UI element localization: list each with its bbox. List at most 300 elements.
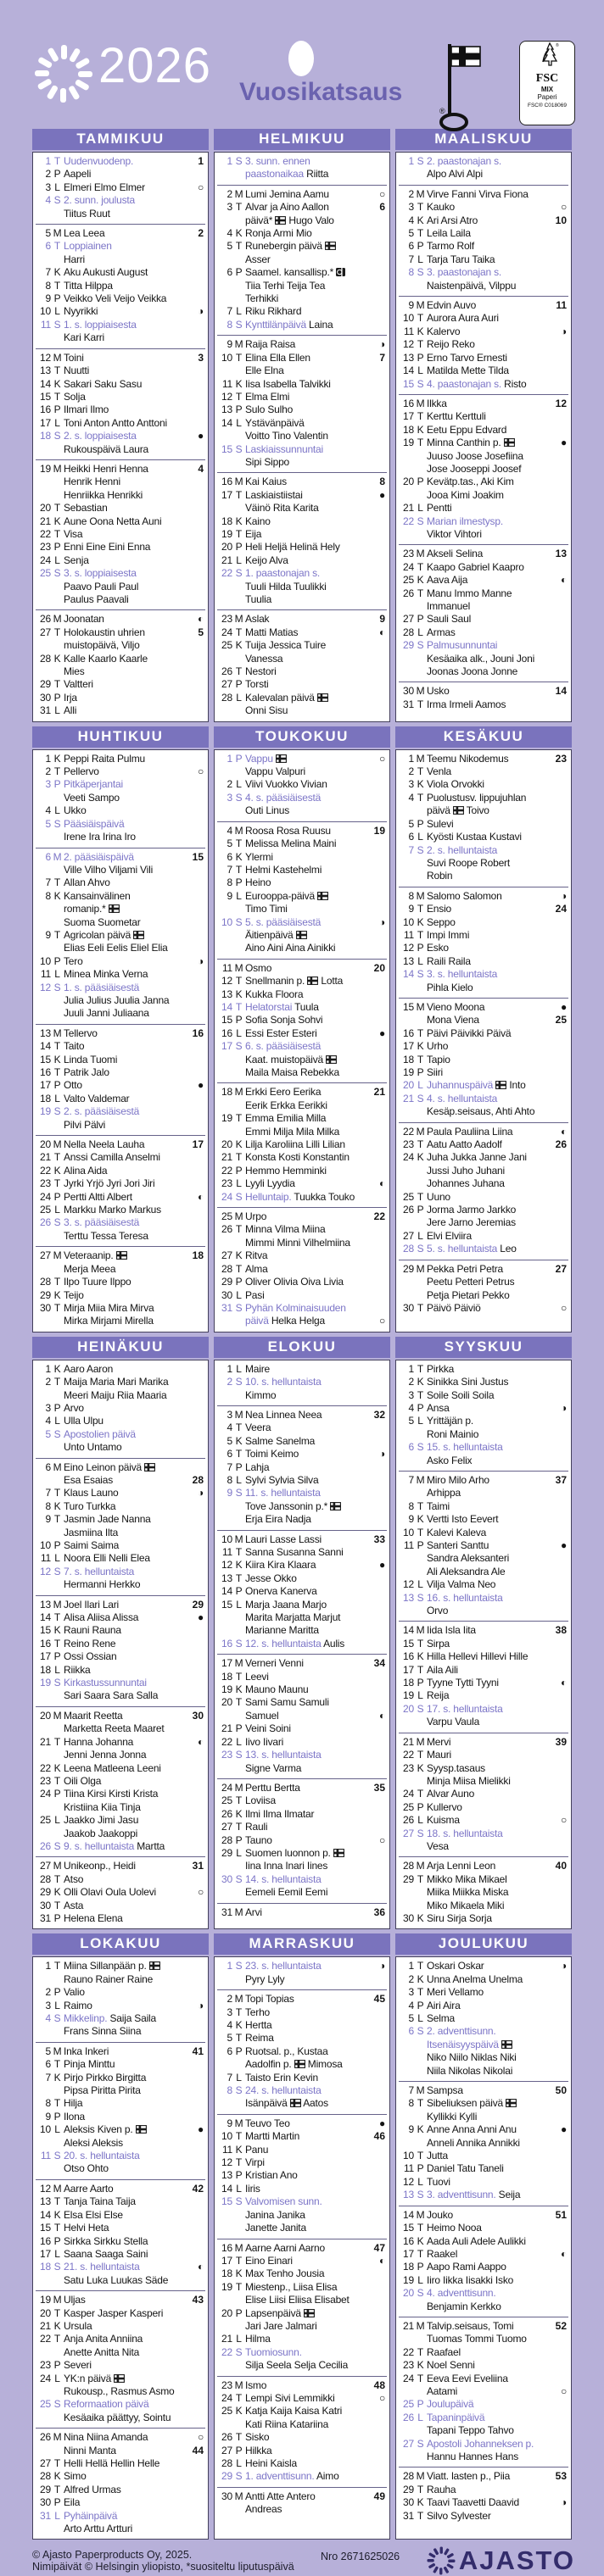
day-row (218, 2445, 386, 2457)
day-names (245, 476, 386, 488)
day-names (64, 1249, 204, 1276)
day-names (245, 319, 386, 331)
week-group (399, 2081, 568, 2206)
day-line: Markku Marko Markus (64, 1204, 161, 1216)
day-row (36, 2294, 204, 2306)
day-row (400, 227, 568, 240)
day-line: Pinja Minttu (64, 2058, 115, 2071)
day-names (245, 864, 386, 876)
day-line: Maila Maisa Rebekka (245, 1066, 339, 1078)
day-line: Irja (64, 691, 77, 704)
day-names (245, 1736, 386, 1749)
day-number: 28 (40, 2470, 51, 2483)
day-row (400, 299, 568, 312)
weekday-letter: L (236, 1362, 242, 1375)
finnish-flag-icon (304, 2307, 315, 2319)
months-band-q4 (32, 1933, 572, 2540)
day-row (218, 1906, 386, 1919)
finnish-flag-icon (504, 437, 515, 448)
day-number: 14 (403, 968, 414, 981)
holiday-text: 12. s. helluntaista (245, 1637, 322, 1650)
day-names (64, 194, 204, 220)
day-names (64, 1376, 204, 1402)
day-line: Rukouspäivä Laura (64, 442, 149, 455)
weekday-letter: P (53, 2234, 61, 2247)
day-number: 19 (221, 1683, 232, 1696)
day-line (427, 2039, 568, 2051)
day-line: Mimmi Minni Vilhelmiina (245, 1236, 350, 1249)
month-days (395, 152, 572, 722)
day-number: 12 (221, 390, 232, 403)
day-names (427, 890, 568, 903)
weekday-letter: T (235, 975, 243, 988)
day-row (36, 1552, 204, 1565)
day-line: Sofia Sonja Sohvi (245, 1014, 323, 1027)
day-row (218, 2183, 386, 2195)
day-names (64, 678, 204, 691)
day-names (64, 364, 204, 377)
day-line: Sanna Susanna Sanni (245, 1546, 344, 1558)
weekday-letter: K (53, 515, 61, 527)
day-names (427, 312, 568, 325)
day-line: Janina Janika (245, 2208, 305, 2221)
weekday-letter: K (417, 1151, 424, 1164)
day-number: 9 (408, 1513, 414, 1526)
day-row (218, 678, 386, 691)
weekday-letter: L (417, 626, 423, 638)
day-line: Rukousp., Rasmus Asmo (64, 2384, 175, 2397)
day-row (400, 2000, 568, 2012)
weekday-letter: T (53, 678, 61, 691)
week-group (36, 2428, 205, 2539)
day-line: Titta Hilppa (64, 279, 113, 292)
day-row (36, 1402, 204, 1415)
day-row (400, 1027, 568, 1040)
day-names (245, 2392, 386, 2405)
day-line: Kalervo ◑ (427, 325, 567, 337)
day-number: 1 (226, 155, 232, 167)
day-names (245, 1263, 386, 1276)
day-line: Osmo 20 (245, 961, 385, 974)
day-names (427, 2176, 568, 2189)
week-number: 34 (373, 1657, 385, 1670)
day-row (36, 305, 204, 318)
day-line: Paavo Pauli Paul (64, 580, 139, 593)
day-line: Henrik Henni (64, 476, 120, 488)
day-names (64, 2150, 204, 2176)
day-number: 21 (40, 2319, 51, 2332)
moon-phase-n: ● (378, 1559, 385, 1572)
day-names (64, 1912, 204, 1925)
moon-phase-n: ● (197, 1079, 204, 1092)
day-names (245, 2156, 386, 2169)
day-line: Vertti Isto Eevert (427, 1513, 499, 1526)
day-number: 29 (221, 1276, 232, 1288)
weekday-letter: S (417, 639, 424, 652)
weekday-letter: T (235, 2156, 243, 2169)
day-names (245, 1435, 386, 1448)
day-number: 6 (226, 1448, 232, 1460)
day-names (245, 2006, 386, 2019)
weekday-letter: S (53, 1427, 61, 1440)
day-row (36, 2261, 204, 2287)
day-number: 9 (45, 2110, 51, 2123)
day-row (36, 319, 204, 345)
day-number: 12 (40, 981, 51, 993)
day-line: Pasi (245, 1288, 265, 1301)
day-number: 16 (40, 2234, 51, 2247)
day-line: Alvar ja Aino Aallon 6 (245, 201, 385, 214)
week-group (36, 848, 205, 1024)
copyright-text: © Ajasto Paperproducts Oy, 2025. (32, 2549, 193, 2562)
weekday-letter: T (53, 2457, 61, 2469)
day-names (245, 155, 386, 181)
day-names (427, 155, 568, 181)
day-line: Unikeonp., Heidi 31 (64, 1860, 204, 1872)
day-line: Minja Miisa Mielikki (427, 1774, 511, 1787)
day-row (400, 1402, 568, 1415)
day-line: Tanja Taina Taija (64, 2195, 136, 2208)
moon-phase-n: ● (560, 1539, 567, 1551)
day-row (36, 1276, 204, 1288)
day-number: 20 (403, 2287, 414, 2300)
day-number: 10 (40, 1539, 51, 1551)
month-days (214, 1360, 390, 1930)
weekday-letter: P (53, 541, 61, 554)
day-line: Antti Atte Antero 49 (245, 2490, 385, 2502)
day-row (218, 2045, 386, 2072)
day-line: Nyyrikki ◑ (64, 305, 204, 318)
day-names (427, 1973, 568, 1986)
holiday-text: 6. s. pääsiäisestä (245, 1040, 322, 1053)
day-line: Ronja Armi Mio (245, 227, 312, 240)
day-names (64, 1775, 204, 1788)
day-row (218, 2084, 386, 2111)
day-names (245, 2183, 386, 2195)
day-line: Sebastian (64, 502, 108, 515)
day-names (427, 2261, 568, 2273)
week-group (36, 348, 205, 459)
day-line: Pentti (427, 502, 452, 515)
day-number: 17 (221, 2254, 232, 2267)
day-line (245, 1487, 386, 1499)
day-names (245, 515, 386, 528)
weekday-letter: T (417, 1663, 424, 1676)
day-row (36, 1638, 204, 1650)
day-number: 13 (40, 1027, 51, 1039)
holiday-text: 2. paastonajan s. (427, 155, 502, 167)
day-row (36, 417, 204, 430)
day-row (36, 2072, 204, 2098)
finnish-flag-icon (114, 2373, 125, 2384)
day-number: 10 (403, 915, 414, 928)
day-row (36, 292, 204, 305)
day-row (218, 2072, 386, 2084)
day-number: 23 (40, 1177, 51, 1190)
day-number: 21 (403, 2319, 414, 2332)
day-number: 30 (40, 1899, 51, 1911)
day-number: 14 (40, 377, 51, 390)
holiday-text: 14. s. helluntaista (245, 1872, 322, 1885)
week-group (217, 959, 387, 1083)
day-names (64, 567, 204, 606)
day-number: 15 (40, 1624, 51, 1637)
day-number: 20 (221, 1138, 232, 1151)
day-row (400, 1054, 568, 1066)
day-names (64, 704, 204, 717)
day-names (64, 1986, 204, 1999)
week-group (399, 544, 568, 682)
day-line: Eino Einari ◐ (245, 2254, 385, 2267)
day-row (400, 792, 568, 818)
day-line: Kyllikki Kylli (427, 2110, 478, 2123)
week-number: 25 (555, 1014, 567, 1027)
day-line: Noora Elli Nelli Elea (64, 1552, 150, 1565)
day-names (427, 2012, 568, 2025)
weekday-letter: K (417, 778, 424, 791)
day-number: 24 (221, 1781, 232, 1794)
day-line: Sari Saara Sara Salla (64, 1689, 159, 1702)
day-row (36, 181, 204, 194)
day-names (427, 502, 568, 515)
day-names (64, 2398, 204, 2424)
day-line: Nestori (245, 665, 277, 678)
weekday-letter: M (234, 2490, 243, 2502)
day-names (427, 1638, 568, 1650)
day-row (218, 227, 386, 240)
day-line: Helatorstai Tuula (245, 1000, 319, 1013)
holiday-text: 3. adventtisunn. (427, 2189, 496, 2201)
day-names (64, 1027, 204, 1040)
day-names (245, 2242, 386, 2255)
day-row (218, 1435, 386, 1448)
day-row (400, 352, 568, 364)
weekday-letter: T (53, 2097, 61, 2110)
week-group (217, 750, 387, 821)
holiday-text: 1. s. pääsiäisestä (64, 981, 140, 993)
day-line: Saamel. kansallisp.* (245, 266, 386, 279)
day-number: 30 (403, 1911, 414, 1924)
day-row (36, 851, 204, 877)
day-names (245, 613, 386, 626)
finnish-flag-icon (290, 2097, 301, 2109)
day-line: Alpo Alvi Alpi (427, 168, 483, 181)
sami-flag-icon (336, 266, 345, 278)
day-row (400, 1151, 568, 1190)
day-line (64, 1105, 204, 1118)
day-line (245, 443, 386, 456)
day-names (427, 1592, 568, 1618)
day-line: Panu (245, 2143, 269, 2156)
day-line: Alvar Auno (427, 1788, 475, 1800)
day-number: 23 (40, 2359, 51, 2372)
weekday-letter: L (54, 704, 60, 717)
day-number: 11 (221, 1546, 232, 1558)
day-row (218, 1302, 386, 1328)
day-number: 22 (403, 1125, 414, 1138)
moon-phase-fq: ◐ (378, 626, 385, 638)
day-line: Kati Riina Katariina (245, 2417, 329, 2430)
week-group (36, 1957, 205, 2041)
day-line: Olli Olavi Oula Uolevi ○ (64, 1886, 204, 1899)
weekday-letter: M (53, 2182, 62, 2195)
weekday-letter: M (416, 1125, 425, 1138)
day-names (427, 2438, 568, 2464)
day-row (36, 1986, 204, 1999)
day-names (64, 1860, 204, 1872)
weekday-letter: T (235, 1223, 243, 1236)
day-number: 5 (45, 1427, 51, 1440)
day-number: 13 (40, 2195, 51, 2208)
finnish-flag-icon (296, 929, 307, 941)
day-line: Unto Untamo (64, 1441, 122, 1454)
day-number: 28 (403, 1860, 414, 1872)
day-row (218, 2032, 386, 2045)
day-number: 22 (221, 2345, 232, 2358)
weekday-letter: K (53, 1053, 61, 1065)
week-number: 45 (373, 1993, 385, 2006)
weekday-letter: L (54, 968, 60, 981)
day-number: 30 (221, 2490, 232, 2502)
weekday-letter: K (53, 2319, 61, 2332)
weekday-letter: L (54, 2509, 60, 2522)
weekday-letter: L (417, 2175, 423, 2188)
day-line (427, 2287, 568, 2300)
week-group (399, 1957, 568, 2081)
day-row (400, 1363, 568, 1376)
day-line: Toini 3 (64, 351, 204, 364)
day-names (427, 1500, 568, 1513)
weekday-letter: K (53, 377, 61, 390)
day-names (64, 1840, 204, 1853)
day-line: Anja Anita Anniina (64, 2333, 143, 2345)
day-row (36, 1599, 204, 1611)
day-line: Kiira Kira Klaara ● (245, 1559, 385, 1572)
day-line: Leena Matleena Leeni (64, 1761, 161, 1774)
day-line: Lea Leea 2 (64, 227, 204, 240)
day-line: Turo Turkka (64, 1499, 116, 1512)
week-number: 44 (192, 2444, 204, 2456)
day-line (64, 1677, 204, 1689)
day-row (400, 1415, 568, 1441)
week-group (36, 1706, 205, 1856)
weekday-letter: T (417, 1986, 424, 1999)
day-number: 24 (40, 1190, 51, 1203)
weekday-letter: K (417, 214, 424, 226)
day-row (400, 1263, 568, 1302)
weekday-letter: T (235, 665, 243, 678)
weekday-letter: T (417, 698, 424, 710)
day-line: Irma Irmeli Aamos (427, 698, 506, 710)
day-line: Ilmi Ilma Ilmatar (245, 1807, 315, 1820)
weekday-letter: T (235, 1262, 243, 1275)
day-number: 29 (403, 2483, 414, 2495)
day-line (427, 515, 568, 528)
day-names (427, 1093, 568, 1119)
day-row (218, 1533, 386, 1546)
day-number: 23 (403, 1761, 414, 1774)
holiday-text: Vappu (245, 752, 273, 765)
day-line: Ilkka 12 (427, 397, 567, 409)
day-row (36, 1840, 204, 1853)
moon-phase-fq: ◐ (378, 1709, 385, 1722)
day-line (245, 2084, 386, 2097)
day-line: Alina Aida (64, 1164, 108, 1177)
day-row (36, 2235, 204, 2248)
day-row (36, 352, 204, 364)
week-number: 9 (379, 613, 385, 626)
day-number: 23 (221, 2378, 232, 2391)
day-row (36, 1376, 204, 1402)
day-line: YK:n päivä (64, 2373, 204, 2385)
holiday-text: 3. sunn. ennen (245, 155, 310, 167)
weekday-letter: L (236, 1288, 242, 1301)
week-number: 39 (555, 1735, 567, 1748)
day-number: 7 (226, 2071, 232, 2084)
day-line: Sulevi (427, 817, 454, 830)
day-line: Jere Jarno Jeremias (427, 1216, 516, 1229)
day-names (427, 1814, 568, 1827)
day-line: Topi Topias 45 (245, 1993, 385, 2006)
day-names (64, 851, 204, 877)
day-row (400, 398, 568, 410)
day-line: Onerva Kanerva (245, 1585, 317, 1598)
day-line: Katja Kaija Kaisa Katri (245, 2405, 343, 2417)
day-names (427, 424, 568, 437)
weekday-letter: T (417, 2372, 424, 2384)
day-number: 13 (40, 1598, 51, 1611)
day-line: Snellmanin p. Lotta (245, 975, 344, 988)
day-line: Armas (427, 626, 456, 638)
weekday-letter: P (235, 1585, 243, 1598)
day-row (36, 2000, 204, 2012)
week-group (217, 472, 387, 609)
day-row (400, 1513, 568, 1526)
weekday-letter: P (235, 1164, 243, 1177)
day-line: Hemmo Hemminki (245, 1164, 327, 1177)
day-row (218, 1873, 386, 1900)
week-group (36, 2042, 205, 2179)
month-days (32, 152, 209, 722)
day-names (245, 1834, 386, 1847)
week-number: 20 (373, 961, 385, 974)
finnish-flag-icon (149, 1960, 160, 1972)
day-names (64, 403, 204, 416)
weekday-letter: T (53, 765, 61, 778)
weekday-letter: P (235, 2306, 243, 2319)
day-number: 4 (45, 194, 51, 207)
day-row (36, 1900, 204, 1912)
day-names (64, 1611, 204, 1624)
day-row (400, 1689, 568, 1702)
day-names (245, 1276, 386, 1288)
weekday-letter: M (53, 1027, 62, 1039)
day-number: 2 (408, 1972, 414, 1985)
day-row (400, 626, 568, 639)
day-names (245, 1873, 386, 1900)
weekday-letter: K (235, 2143, 243, 2156)
day-number: 28 (221, 1262, 232, 1275)
day-line: Venla (427, 765, 452, 778)
day-row (36, 1216, 204, 1243)
week-group (399, 153, 568, 185)
day-names (64, 2470, 204, 2483)
day-line: Viola Orvokki (427, 778, 484, 791)
day-names (245, 1165, 386, 1177)
day-row (400, 1578, 568, 1591)
day-number: 19 (40, 1105, 51, 1118)
day-row (36, 1054, 204, 1066)
